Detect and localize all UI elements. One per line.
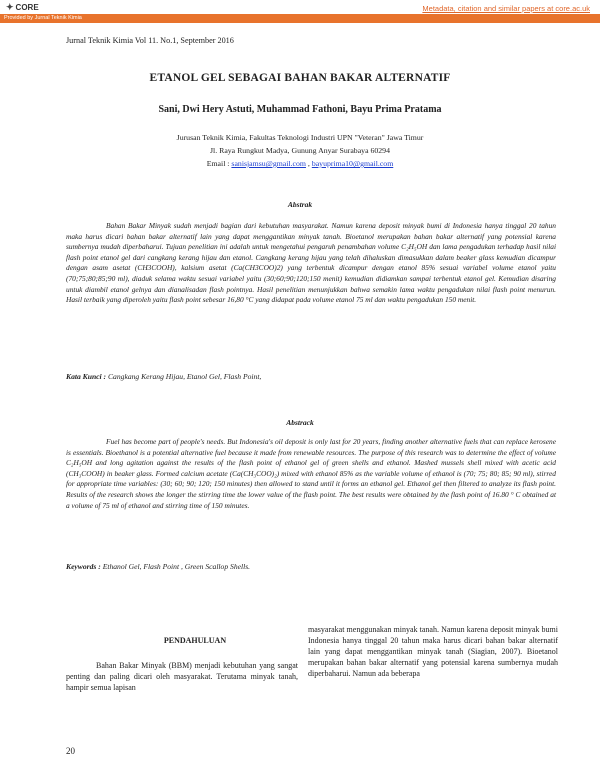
abstract-text: Fuel has become part of people's needs. But Indonesia's oil deposit is only last for 20 years, finding another alternative fuels that can replace kerosene is essentials. Bioethanol is a potential alternative fuel because it made from renewable resources. The purpose of this research was to determine the effect of volume C₂H₅OH and long agitation against the results of the flash point of ethanol gel of green shells and ethanol. Mashed mussels shell mixed with acetic acid (CH₃COOH) in beaker glass. Formed calcium acetate (Ca(CH₃COO)₂) mixed with ethanol 85% as the variable volume of ethanol is (70; 75; 80; 85; 90 ml), stirred for appropriate time variables: (30; 60; 90; 120; 150 minutes) then allowed to stand until it forms an ethanol gel. Ethanol gel then filtered to analyze its flash point. Results of the research shows the longer the stirring time the lower value of the flash point. The best results were obtained by the flash point of 16.80 ° C obtained at a volume of 75 ml of ethanol and stirring time of 150 minutes. (66, 437, 556, 510)
email-link-1[interactable]: sanisjamsu@gmail.com (231, 159, 306, 168)
section-heading-pendahuluan: PENDAHULUAN (163, 636, 227, 645)
body-left-paragraph: Bahan Bakar Minyak (BBM) menjadi kebutuhan yang sangat penting dan paling dicari oleh masyarakat. Terutama minyak tanah, hampir semua lapisan (66, 661, 298, 692)
abstrak-heading: Abstrak (287, 200, 313, 209)
email-label: Email : (206, 159, 232, 168)
abstract-heading: Abstrack (286, 418, 314, 427)
core-logo-text: CORE (15, 3, 39, 12)
email-link-2[interactable]: bayuprima10@gmail.com (311, 159, 394, 168)
keywords-label: Keywords : (66, 562, 101, 571)
affiliation-line-1: Jurusan Teknik Kimia, Fakultas Teknologi Industri UPN "Veteran" Jawa Timur (176, 133, 424, 142)
page-number: 20 (66, 746, 75, 756)
email-line (0, 159, 600, 168)
body-right-paragraph: masyarakat menggunakan minyak tanah. Namun karena deposit minyak bumi Indonesia hanya tinggal 20 tahun maka harus dicari bahan bakar alternatif lain yang dapat menggantikan minyak tanah (Siagian, 2007). Bioetanol merupakan bahan bakar alternatif yang potensial karena sumbernya mudah diperbaharui. Namun ada beberapa (308, 625, 558, 678)
keywords (66, 562, 250, 571)
kata-kunci-values: Cangkang Kerang Hijau, Etanol Gel, Flash Point, (106, 372, 262, 381)
email-separator: , (305, 159, 312, 168)
core-logo-icon: ✦ (6, 2, 14, 12)
provider-bar (0, 14, 600, 23)
provided-by-text[interactable]: Provided by Jurnal Teknik Kimia (4, 15, 82, 21)
paper-title: ETANOL GEL SEBAGAI BAHAN BAKAR ALTERNATIF (149, 72, 451, 84)
affiliation-line-2: Jl. Raya Rungkut Madya, Gunung Anyar Surabaya 60294 (210, 146, 390, 155)
kata-kunci-label: Kata Kunci : (66, 372, 107, 381)
journal-line: Jurnal Teknik Kimia Vol 11. No.1, September 2016 (66, 36, 234, 45)
core-logo[interactable] (6, 2, 39, 13)
authors: Sani, Dwi Hery Astuti, Muhammad Fathoni, Bayu Prima Pratama (158, 104, 442, 115)
keywords-values: Ethanol Gel, Flash Point , Green Scallop Shells. (100, 562, 251, 571)
kata-kunci (66, 372, 261, 381)
metadata-link[interactable]: Metadata, citation and similar papers at core.ac.uk (422, 4, 590, 13)
abstrak-text: Bahan Bakar Minyak sudah menjadi bagian dari kebutuhan masyarakat. Namun karena deposit minyak bumi di Indonesia hanya tinggal 20 tahun maka harus dicari bahan bakar alternatif lain yang dapat menggantikan minyak tanah. Bioetanol merupakan bahan bakar alternatif yang potensial karena sumbernya mudah diperbaharui. Tujuan penelitian ini adalah untuk mengetahui pengaruh penambahan volume C₂H₅OH dan lama pengadukan terhadap hasil nilai flash point etanol gel dari cangkang kerang hijau dan etanol. Cangkang kerang hijau yang telah dihaluskan dimasukkan dalam beaker glass kemudian dicampur dengan asam asetat (CH3COOH), kalsium asetat (Ca(CH3COO)2) yang terbentuk dicampur dengan etanol 85% sesuai variabel volume etanol yaitu (70;75;80;85;90 ml), diaduk selama waktu sesuai variabel yaitu (30;60;90;120;150 menit) kemudian didiamkan sampai terbentuk etanol gel. Kemudian disaring untuk diambil etanol gelnya dan dianalisadan flash pointnya. Hasil penelitian menunjukkan bahwa semakin lama waktu pengadukan nilai flash point menurun. Hasil terbaik yang diperoleh yaitu flash point sebesar 16,80 °C yang didapat pada volume etanol 75 ml dan waktu pengadukan 150 menit. (66, 221, 556, 305)
